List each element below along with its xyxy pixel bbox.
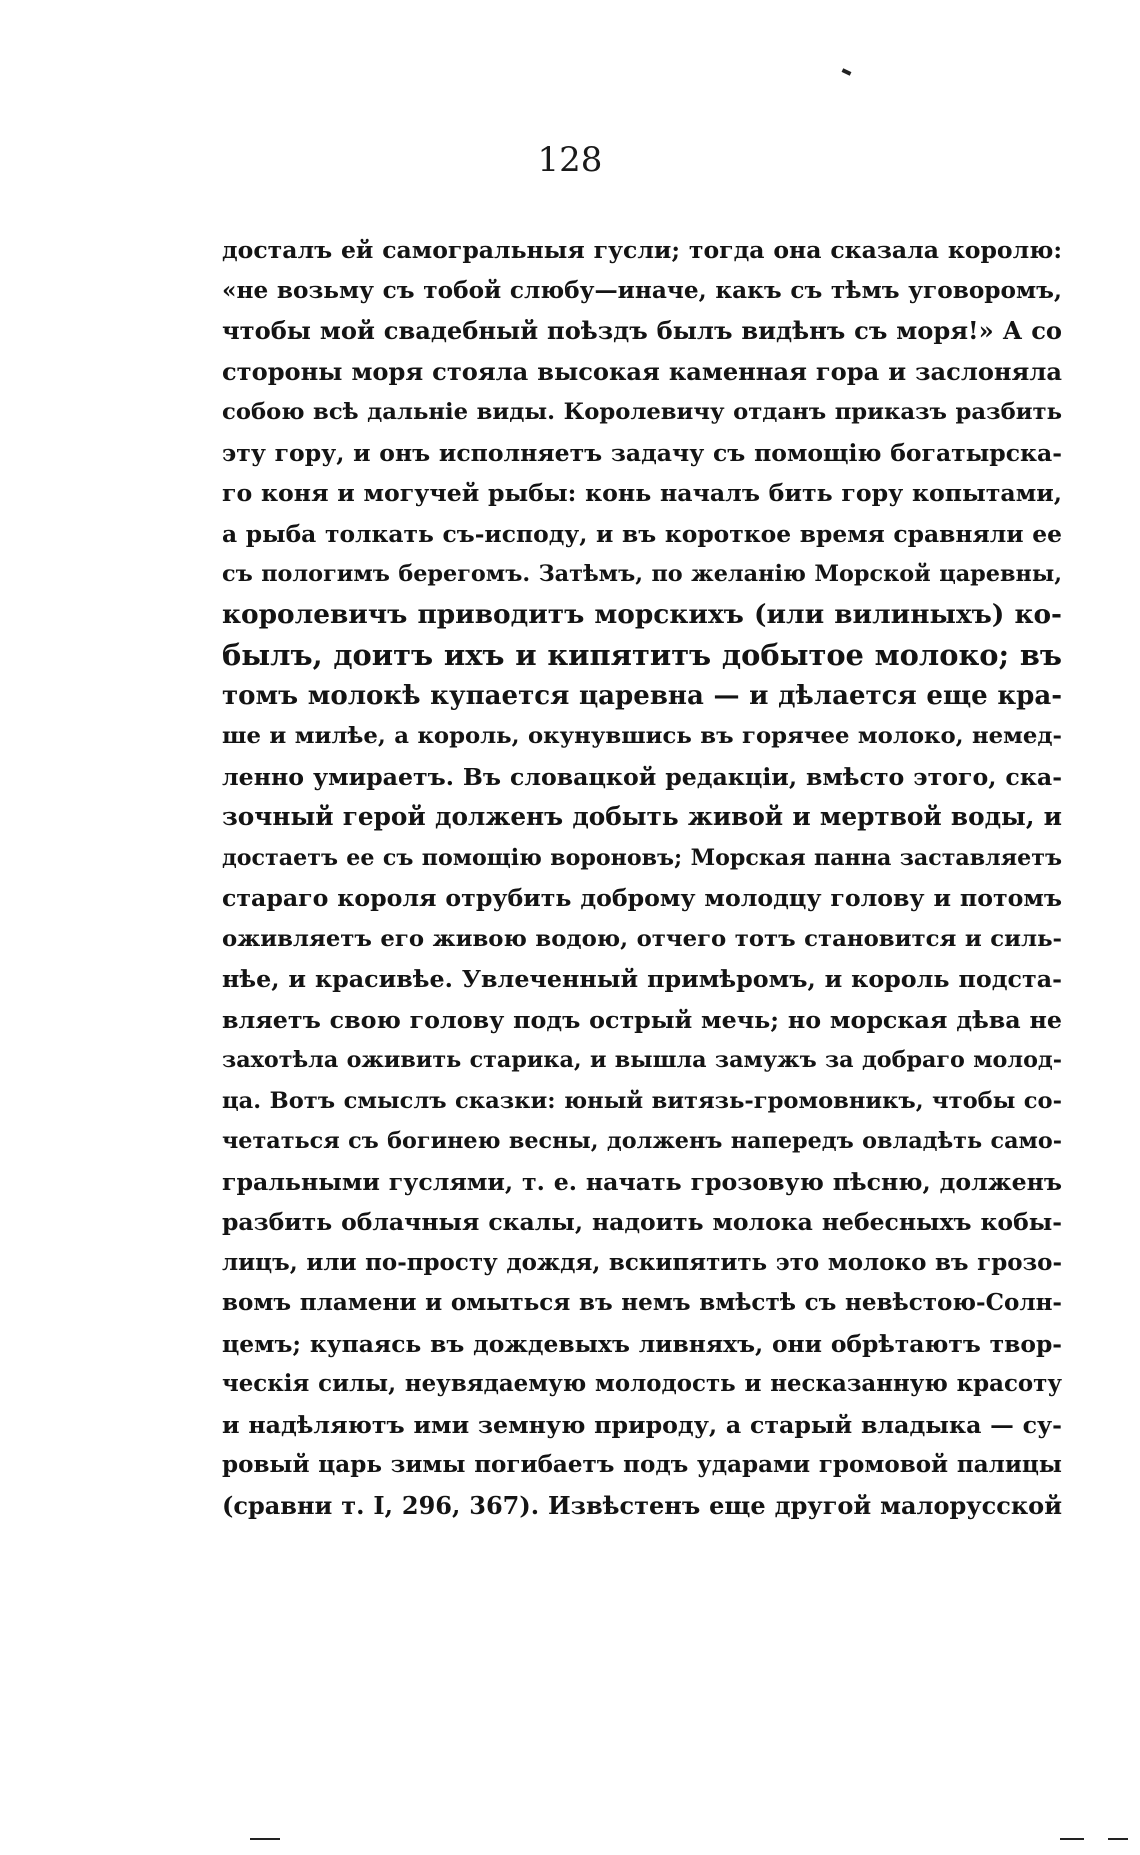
text-line: вляетъ свою голову подъ острый мечь; но морская дѣва не xyxy=(222,1005,1062,1034)
body-text xyxy=(222,230,1062,1526)
text-line: «не возьму съ тобой слюбу—иначе, какъ съ тѣмъ уговоромъ, xyxy=(222,276,1062,304)
text-line: вомъ пламени и омыться въ немъ вмѣстѣ съ невѣстою-Солн- xyxy=(222,1289,1062,1316)
text-line: зочный герой долженъ добыть живой и мертвой воды, и xyxy=(222,802,1062,831)
text-line: томъ молокѣ купается царевна — и дѣлается еще кра- xyxy=(222,680,1062,711)
page-number: 128 xyxy=(537,140,603,180)
text-line: (сравни т. I, 296, 367). Извѣстенъ еще другой малорусской xyxy=(222,1490,1062,1520)
text-line: ровый царь зимы погибаетъ подъ ударами громовой палицы xyxy=(222,1451,1062,1478)
text-line: былъ, доитъ ихъ и кипятитъ добытое молоко; въ xyxy=(222,638,1062,672)
text-line: нѣе, и красивѣе. Увлеченный примѣромъ, и король подста- xyxy=(222,965,1062,993)
text-line: эту гору, и онъ исполняетъ задачу съ помощію богатырска- xyxy=(222,438,1062,467)
text-line: разбить облачныя скалы, надоить молока небесныхъ кобы- xyxy=(222,1208,1062,1236)
text-line: оживляетъ его живою водою, отчего тотъ становится и силь- xyxy=(222,925,1062,952)
text-line: съ пологимъ берегомъ. Затѣмъ, по желанію Морской царевны, xyxy=(222,561,1062,587)
text-line: чтобы мой свадебный поѣздъ былъ видѣнъ съ моря!» А со xyxy=(222,316,1062,345)
print-dash-mark xyxy=(250,1838,280,1840)
text-line: ше и милѣе, а король, окунувшись въ горячее молоко, немед- xyxy=(222,723,1062,749)
print-dash-mark xyxy=(1060,1838,1084,1840)
print-dash-mark xyxy=(1108,1838,1128,1840)
text-line: достаетъ ее съ помощію вороновъ; Морская панна заставляетъ xyxy=(222,844,1062,871)
text-line: а рыба толкать съ-исподу, и въ короткое время сравняли ее xyxy=(222,519,1062,548)
text-line: гральными гуслями, т. е. начать грозовую пѣсню, долженъ xyxy=(222,1167,1062,1196)
text-line: ца. Вотъ смыслъ сказки: юный витязь-громовникъ, чтобы со- xyxy=(222,1087,1062,1114)
text-line: и надѣляютъ ими земную природу, а старый владыка — су- xyxy=(222,1410,1062,1439)
text-line: ческія силы, неувядаемую молодость и несказанную красоту xyxy=(222,1371,1062,1397)
text-line: досталъ ей самогральныя гусли; тогда она сказала королю: xyxy=(222,236,1062,264)
text-line: захотѣла оживить старика, и вышла замужъ за добраго молод- xyxy=(222,1047,1062,1073)
text-line: собою всѣ дальніе виды. Королевичу отданъ приказъ разбить xyxy=(222,399,1062,425)
text-line: цемъ; купаясь въ дождевыхъ ливняхъ, они обрѣтаютъ твор- xyxy=(222,1329,1062,1358)
text-line: ленно умираетъ. Въ словацкой редакціи, вмѣсто этого, ска- xyxy=(222,762,1062,791)
text-line: го коня и могучей рыбы: конь началъ бить гору копытами, xyxy=(222,479,1062,507)
text-line: стараго короля отрубить доброму молодцу голову и потомъ xyxy=(222,884,1062,912)
text-line: стороны моря стояла высокая каменная гора и заслоняла xyxy=(222,356,1062,386)
text-line: королевичъ приводитъ морскихъ (или вилиныхъ) ко- xyxy=(222,598,1062,630)
text-line: лицъ, или по-просту дождя, вскипятить это молоко въ грозо- xyxy=(222,1248,1062,1276)
print-speck-mark xyxy=(842,68,852,75)
text-line: четаться съ богинею весны, долженъ напередъ овладѣть само- xyxy=(222,1128,1062,1154)
